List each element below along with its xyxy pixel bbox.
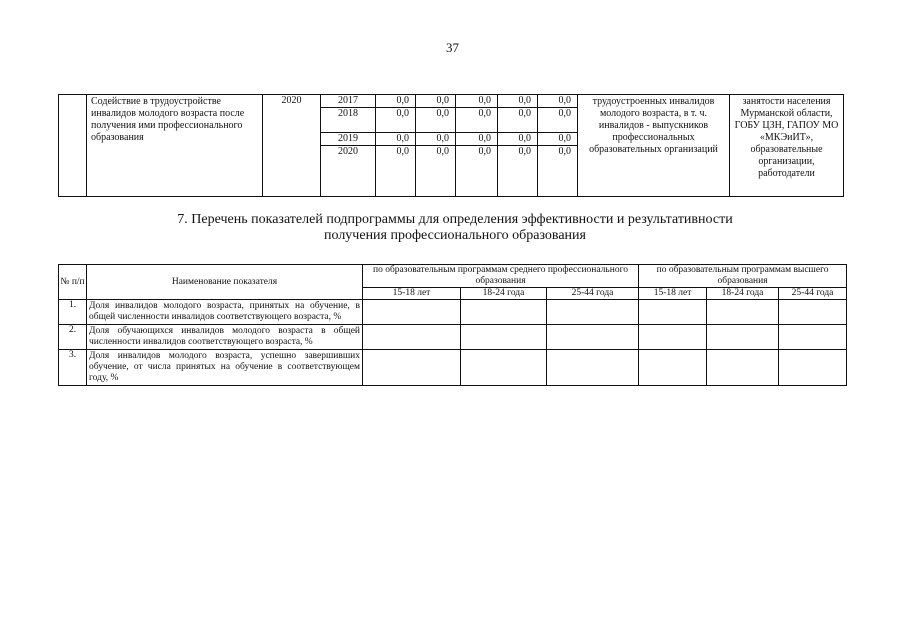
year-cell: 2017 bbox=[321, 95, 376, 108]
value-cell: 0,0 bbox=[456, 95, 498, 108]
table-row bbox=[59, 325, 847, 350]
year-cell: 2020 bbox=[321, 146, 376, 197]
table-row bbox=[59, 350, 847, 386]
column-header-age: 25-44 года bbox=[779, 288, 847, 300]
value-cell: 0,0 bbox=[538, 95, 578, 108]
value-cell: 0,0 bbox=[376, 95, 416, 108]
value-cell bbox=[363, 350, 461, 386]
indicator-name: Доля обучающихся инвалидов молодого возраста в общей численности инвалидов соответствующего возраста, % bbox=[87, 325, 363, 350]
value-cell bbox=[639, 325, 707, 350]
section-heading bbox=[110, 212, 800, 244]
number-cell bbox=[59, 95, 87, 197]
section-heading-line: получения профессионального образования bbox=[324, 228, 586, 243]
responsible-executors: занятости населения Мурманской области, ГОБУ ЦЗН, ГАПОУ МО «МКЭиИТ», образовательные организации, работодатели bbox=[730, 95, 844, 197]
value-cell: 0,0 bbox=[456, 108, 498, 133]
value-cell bbox=[363, 300, 461, 325]
value-cell: 0,0 bbox=[416, 133, 456, 146]
indicators-table bbox=[58, 264, 847, 386]
measure-name: Содействие в трудоустройстве инвалидов молодого возраста после получения ими профессионального образования bbox=[87, 95, 263, 197]
value-cell bbox=[363, 325, 461, 350]
column-header-age: 25-44 года bbox=[547, 288, 639, 300]
value-cell bbox=[779, 300, 847, 325]
measure-period: 2020 bbox=[263, 95, 321, 197]
row-number: 1. bbox=[59, 300, 87, 325]
value-cell bbox=[779, 350, 847, 386]
value-cell: 0,0 bbox=[376, 146, 416, 197]
value-cell bbox=[461, 325, 547, 350]
column-group-secondary: по образовательным программам среднего профессионального образования bbox=[363, 265, 639, 288]
value-cell: 0,0 bbox=[456, 146, 498, 197]
column-header-age: 18-24 года bbox=[461, 288, 547, 300]
table-row bbox=[59, 95, 844, 108]
column-header-age: 18-24 года bbox=[707, 288, 779, 300]
column-header-age: 15-18 лет bbox=[639, 288, 707, 300]
value-cell: 0,0 bbox=[416, 95, 456, 108]
row-number: 3. bbox=[59, 350, 87, 386]
value-cell: 0,0 bbox=[498, 95, 538, 108]
value-cell bbox=[547, 325, 639, 350]
value-cell bbox=[461, 350, 547, 386]
row-number: 2. bbox=[59, 325, 87, 350]
table-header-row bbox=[59, 265, 847, 288]
indicator-name: Доля инвалидов молодого возраста, успешно завершивших обучение, от числа принятых на обучение в соответствующем году, % bbox=[87, 350, 363, 386]
year-cell: 2019 bbox=[321, 133, 376, 146]
value-cell bbox=[707, 350, 779, 386]
indicator-name: Доля инвалидов молодого возраста, принятых на обучение, в общей численности инвалидов соответствующего возраста, % bbox=[87, 300, 363, 325]
value-cell: 0,0 bbox=[416, 146, 456, 197]
column-header-name: Наименование показателя bbox=[87, 265, 363, 300]
measures-table-continuation bbox=[58, 94, 844, 197]
table-row bbox=[59, 300, 847, 325]
value-cell bbox=[707, 300, 779, 325]
value-cell: 0,0 bbox=[538, 133, 578, 146]
value-cell bbox=[461, 300, 547, 325]
section-heading-line: 7. Перечень показателей подпрограммы для определения эффективности и результативности bbox=[177, 212, 733, 227]
column-header-age: 15-18 лет bbox=[363, 288, 461, 300]
value-cell bbox=[547, 350, 639, 386]
value-cell: 0,0 bbox=[538, 108, 578, 133]
value-cell bbox=[639, 300, 707, 325]
value-cell: 0,0 bbox=[498, 108, 538, 133]
value-cell: 0,0 bbox=[456, 133, 498, 146]
value-cell bbox=[639, 350, 707, 386]
value-cell bbox=[547, 300, 639, 325]
value-cell: 0,0 bbox=[376, 133, 416, 146]
value-cell: 0,0 bbox=[416, 108, 456, 133]
year-cell: 2018 bbox=[321, 108, 376, 133]
column-header-number: № п/п bbox=[59, 265, 87, 300]
value-cell bbox=[779, 325, 847, 350]
value-cell: 0,0 bbox=[498, 146, 538, 197]
page-number: 37 bbox=[446, 40, 459, 55]
expected-result: трудоустроенных инвалидов молодого возраста, в т. ч. инвалидов - выпускников профессиональных образовательных организаций bbox=[578, 95, 730, 197]
value-cell bbox=[707, 325, 779, 350]
value-cell: 0,0 bbox=[376, 108, 416, 133]
column-group-higher: по образовательным программам высшего образования bbox=[639, 265, 847, 288]
value-cell: 0,0 bbox=[498, 133, 538, 146]
value-cell: 0,0 bbox=[538, 146, 578, 197]
